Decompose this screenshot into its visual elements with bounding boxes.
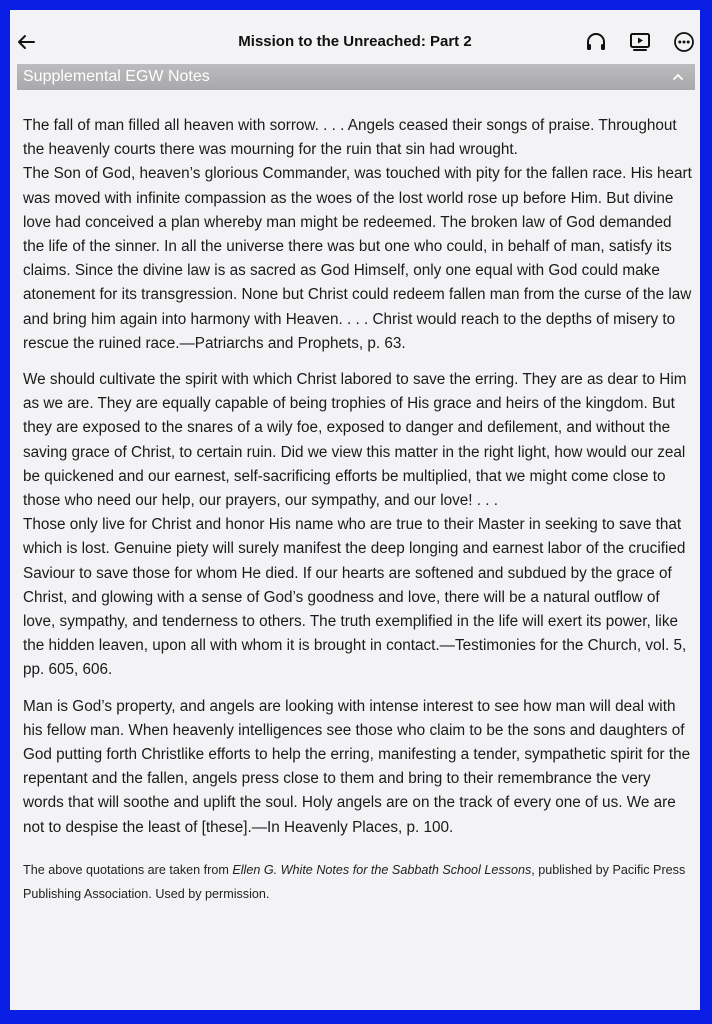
section-title: Supplemental EGW Notes [23, 68, 210, 85]
paragraph: Man is God’s property, and angels are looking with intense interest to see how man will deal with his fellow man. When heavenly intelligences see those who claim to be the sons and daughters of God putting forth Christlike efforts to help the erring, manifesting a tender, sympathetic spirit for the repentant and the fallen, angels press close to them and bring to their remembrance the very words that will soothe and uplift the soul. Holy angels are on the track of every one of us. We are not to despise the least of [these].—In Heavenly Places, p. 100. [23, 697, 691, 836]
note-prefix: The above quotations are taken from [23, 862, 233, 877]
top-bar [10, 10, 700, 72]
section-header-egw-notes[interactable] [17, 64, 695, 90]
permission-note [23, 858, 693, 906]
paragraph: We should cultivate the spirit with which Christ labored to save the erring. They are as dear to Him as we are. They are equally capable of being trophies of His grace and heirs of the kingdom. But they are exposed to the snares of a wily foe, exposed to danger and defilement, and without the saving grace of Christ, to certain ruin. Did we view this matter in the right light, how would our zeal be quickened and our earnest, self-sacrificing efforts be multiplied, that we might come close to those who need our help, our prayers, our sympathy, and our love! . . . [23, 371, 687, 510]
note-book-title: Ellen G. White Notes for the Sabbath School Lessons [232, 862, 532, 877]
paragraph: The Son of God, heaven’s glorious Commander, was touched with pity for the fallen race. His heart was moved with infinite compassion as the woes of the lost world rose up before Him. But divine love had conceived a plan whereby man might be redeemed. The broken law of God demanded the life of the sinner. In all the universe there was but one who could, in behalf of man, satisfy its claims. Since the divine law is as sacred as God Himself, only one equal with God could make atonement for its transgression. None but Christ could redeem fallen man from the curse of the law and bring him again into harmony with Heaven. . . . Christ would reach to the depths of misery to rescue the ruined race.—Patriarchs and Prophets, p. 63. [23, 165, 692, 352]
notes-content [23, 114, 693, 906]
play-video-icon[interactable] [628, 30, 652, 54]
headphones-icon[interactable] [584, 30, 608, 54]
paragraph: Those only live for Christ and honor His name who are true to their Master in seeking to save that which is lost. Genuine piety will surely manifest the deep longing and earnest labor of the crucified Saviour to save those for whom He died. If our hearts are softened and subdued by the grace of Christ, and glowing with a sense of God’s goodness and love, there will be a natural outflow of love, sympathy, and tenderness to others. The truth exemplified in the life will exert its power, like the hidden leaven, upon all with whom it is brought in contact.—Testimonies for the Church, vol. 5, pp. 605, 606. [23, 516, 687, 679]
page-title: Mission to the Unreached: Part 2 [238, 33, 472, 50]
paragraph: The fall of man filled all heaven with sorrow. . . . Angels ceased their songs of praise. Throughout the heavenly courts there was mourning for the ruin that sin had wrought. [23, 117, 677, 159]
more-options-icon[interactable] [672, 30, 696, 54]
app-screen [10, 10, 700, 1010]
chevron-up-icon[interactable] [671, 70, 685, 84]
note-suffix: , published by Pacific Press Publishing Association. Used by permission. [23, 862, 686, 901]
